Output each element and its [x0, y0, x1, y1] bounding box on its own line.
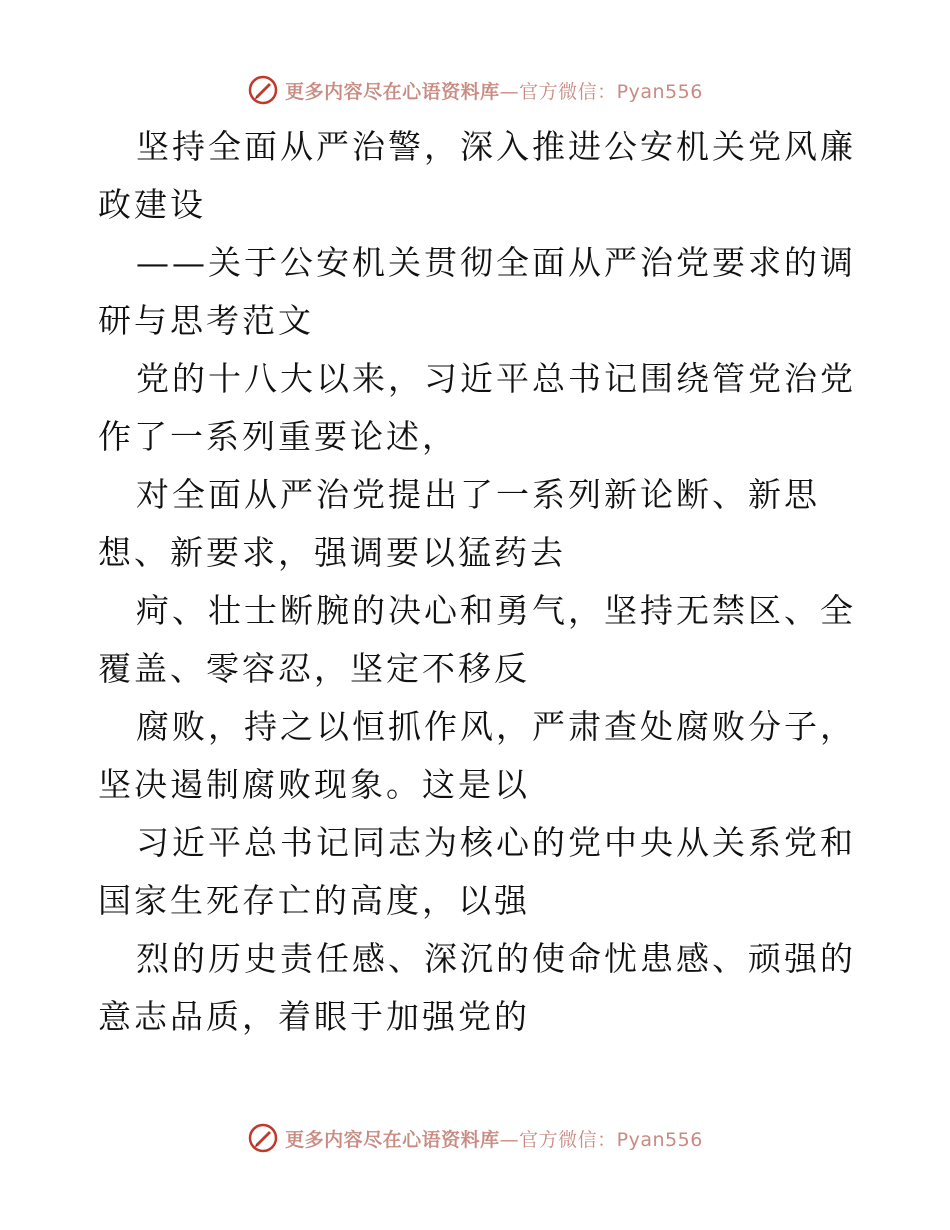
footer-watermark: [0, 1118, 950, 1158]
body-paragraph: 烈的历史责任感、深沉的使命忧患感、顽强的意志品质，着眼于加强党的: [98, 939, 856, 1036]
body-paragraph: 腐败，持之以恒抓作风，严肃查处腐败分子，坚决遏制腐败现象。这是以: [98, 707, 856, 804]
watermark-text: 更多内容尽在心语资料库—官方微信：Pyan556: [285, 80, 703, 103]
document-title: 坚持全面从严治警，深入推进公安机关党风廉政建设: [98, 127, 856, 224]
header-watermark: [0, 70, 950, 110]
document-subtitle: ——关于公安机关贯彻全面从严治党要求的调研与思考范文: [98, 243, 856, 340]
watermark-logo-icon: [247, 74, 279, 106]
body-paragraph: 疴、壮士断腕的决心和勇气，坚持无禁区、全覆盖、零容忍，坚定不移反: [98, 591, 856, 688]
watermark-text: 更多内容尽在心语资料库—官方微信：Pyan556: [285, 1128, 703, 1151]
body-paragraph: 党的十八大以来，习近平总书记围绕管党治党作了一系列重要论述，: [98, 359, 856, 456]
body-paragraph: 对全面从严治党提出了一系列新论断、新思想、新要求，强调要以猛药去: [98, 475, 820, 572]
body-paragraph: 习近平总书记同志为核心的党中央从关系党和国家生死存亡的高度，以强: [98, 823, 856, 920]
watermark-logo-icon: [247, 1122, 279, 1154]
document-body: [98, 118, 858, 1046]
